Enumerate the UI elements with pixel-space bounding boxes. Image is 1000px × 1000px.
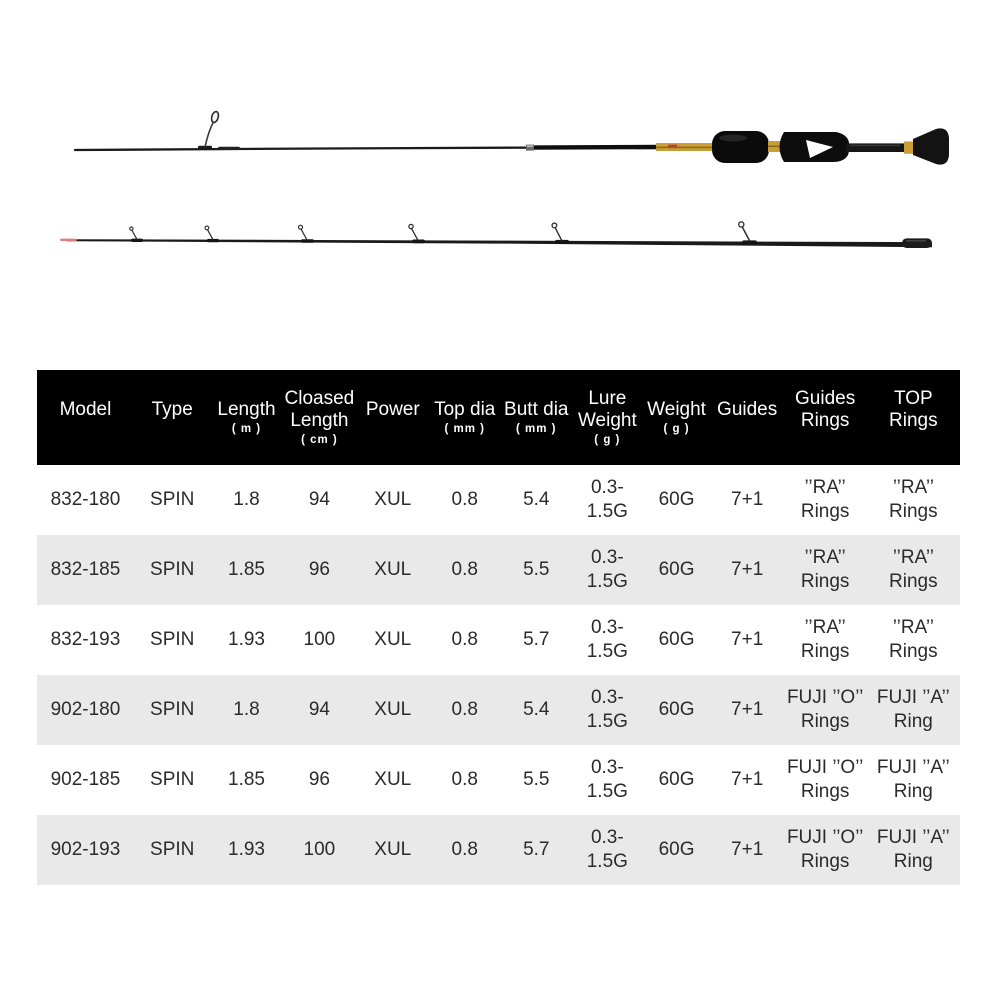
cell-top-rings: ’’RA’’ Rings bbox=[889, 547, 938, 592]
col-header-closed-length: Cloased Length ( cm ) bbox=[282, 370, 356, 465]
table-row bbox=[37, 465, 960, 535]
col-header-length: Length ( m ) bbox=[211, 370, 283, 465]
col-header-weight: Weight ( g ) bbox=[642, 370, 710, 465]
cell-guides-rings: FUJI ’’O’’ Rings bbox=[786, 827, 864, 872]
cell-length: 1.85 bbox=[228, 769, 265, 790]
cell-top-rings: ’’RA’’ Rings bbox=[889, 617, 938, 662]
cell-weight: 60G bbox=[658, 839, 695, 860]
cell-top-dia: 0.8 bbox=[451, 559, 478, 580]
cell-lure-weight: 0.3-1.5G bbox=[586, 757, 628, 802]
cell-weight: 60G bbox=[658, 699, 695, 720]
cell-closed-length: 94 bbox=[308, 699, 330, 720]
col-header-model: Model bbox=[37, 370, 134, 465]
col-header-lure-weight: Lure Weight ( g ) bbox=[572, 370, 642, 465]
upper-rod-guide bbox=[198, 111, 220, 149]
cell-weight: 60G bbox=[658, 559, 695, 580]
col-header-guides-rings: Guides Rings bbox=[784, 370, 867, 465]
cell-top-dia: 0.8 bbox=[451, 629, 478, 650]
cell-model: 902-185 bbox=[50, 769, 121, 790]
cell-type: SPIN bbox=[150, 489, 195, 510]
col-header-guides: Guides bbox=[711, 370, 784, 465]
cell-top-rings: FUJI ’’A’’ Ring bbox=[876, 687, 950, 732]
cell-butt-dia: 5.7 bbox=[523, 839, 550, 860]
cell-guides-rings: ’’RA’’ Rings bbox=[800, 617, 850, 662]
cell-butt-dia: 5.5 bbox=[523, 769, 550, 790]
cell-length: 1.93 bbox=[228, 629, 265, 650]
cell-guides: 7+1 bbox=[731, 629, 764, 650]
cell-top-dia: 0.8 bbox=[451, 699, 478, 720]
cell-butt-dia: 5.5 bbox=[523, 559, 550, 580]
cell-model: 902-180 bbox=[50, 699, 121, 720]
cell-guides: 7+1 bbox=[731, 839, 764, 860]
cell-top-rings: ’’RA’’ Rings bbox=[889, 477, 938, 522]
cell-type: SPIN bbox=[150, 839, 195, 860]
spec-table bbox=[37, 370, 960, 885]
cell-model: 832-193 bbox=[50, 629, 121, 650]
table-row bbox=[37, 745, 960, 815]
cell-lure-weight: 0.3-1.5G bbox=[586, 827, 628, 872]
col-header-butt-dia: Butt dia ( mm ) bbox=[500, 370, 572, 465]
upper-rod bbox=[75, 111, 949, 165]
cell-lure-weight: 0.3-1.5G bbox=[586, 617, 628, 662]
cell-power: XUL bbox=[374, 559, 412, 580]
cell-top-rings: FUJI ’’A’’ Ring bbox=[876, 757, 950, 802]
cell-guides-rings: ’’RA’’ Rings bbox=[800, 547, 850, 592]
rod-tip-wrap bbox=[60, 239, 77, 241]
cell-length: 1.8 bbox=[233, 489, 260, 510]
cell-guides: 7+1 bbox=[731, 699, 764, 720]
cell-butt-dia: 5.4 bbox=[523, 489, 550, 510]
cell-guides: 7+1 bbox=[731, 769, 764, 790]
table-row bbox=[37, 605, 960, 675]
cell-power: XUL bbox=[374, 769, 412, 790]
cell-power: XUL bbox=[374, 839, 412, 860]
col-header-power: Power bbox=[356, 370, 429, 465]
cell-length: 1.8 bbox=[233, 699, 260, 720]
cell-model: 832-185 bbox=[50, 559, 121, 580]
cell-closed-length: 94 bbox=[308, 489, 330, 510]
cell-model: 832-180 bbox=[50, 489, 121, 510]
cell-guides: 7+1 bbox=[731, 489, 764, 510]
cell-lure-weight: 0.3-1.5G bbox=[586, 687, 628, 732]
rod-images bbox=[0, 0, 1000, 340]
cell-lure-weight: 0.3-1.5G bbox=[586, 477, 628, 522]
cell-power: XUL bbox=[374, 489, 412, 510]
cell-weight: 60G bbox=[658, 629, 695, 650]
cell-type: SPIN bbox=[150, 559, 195, 580]
col-header-top-rings: TOP Rings bbox=[867, 370, 960, 465]
cell-closed-length: 96 bbox=[308, 769, 330, 790]
cell-closed-length: 100 bbox=[303, 629, 336, 650]
cell-top-dia: 0.8 bbox=[451, 489, 478, 510]
cell-type: SPIN bbox=[150, 699, 195, 720]
cell-type: SPIN bbox=[150, 769, 195, 790]
cell-top-dia: 0.8 bbox=[451, 769, 478, 790]
table-row bbox=[37, 815, 960, 885]
table-header bbox=[37, 370, 960, 465]
cell-lure-weight: 0.3-1.5G bbox=[586, 547, 628, 592]
cell-model: 902-193 bbox=[50, 839, 121, 860]
lower-rod bbox=[60, 222, 932, 248]
cell-guides-rings: ’’RA’’ Rings bbox=[800, 477, 850, 522]
cell-type: SPIN bbox=[150, 629, 195, 650]
cell-power: XUL bbox=[374, 629, 412, 650]
cell-closed-length: 100 bbox=[303, 839, 336, 860]
cell-weight: 60G bbox=[658, 769, 695, 790]
cell-butt-dia: 5.7 bbox=[523, 629, 550, 650]
cell-guides: 7+1 bbox=[731, 559, 764, 580]
cell-top-rings: FUJI ’’A’’ Ring bbox=[876, 827, 950, 872]
cell-guides-rings: FUJI ’’O’’ Rings bbox=[786, 757, 864, 802]
cell-guides-rings: FUJI ’’O’’ Rings bbox=[786, 687, 864, 732]
cell-power: XUL bbox=[374, 699, 412, 720]
col-header-type: Type bbox=[134, 370, 211, 465]
cell-length: 1.85 bbox=[228, 559, 265, 580]
table-row bbox=[37, 535, 960, 605]
cell-length: 1.93 bbox=[228, 839, 265, 860]
cell-butt-dia: 5.4 bbox=[523, 699, 550, 720]
col-header-top-dia: Top dia ( mm ) bbox=[429, 370, 500, 465]
table-row bbox=[37, 675, 960, 745]
cell-top-dia: 0.8 bbox=[451, 839, 478, 860]
cell-weight: 60G bbox=[658, 489, 695, 510]
cell-closed-length: 96 bbox=[308, 559, 330, 580]
